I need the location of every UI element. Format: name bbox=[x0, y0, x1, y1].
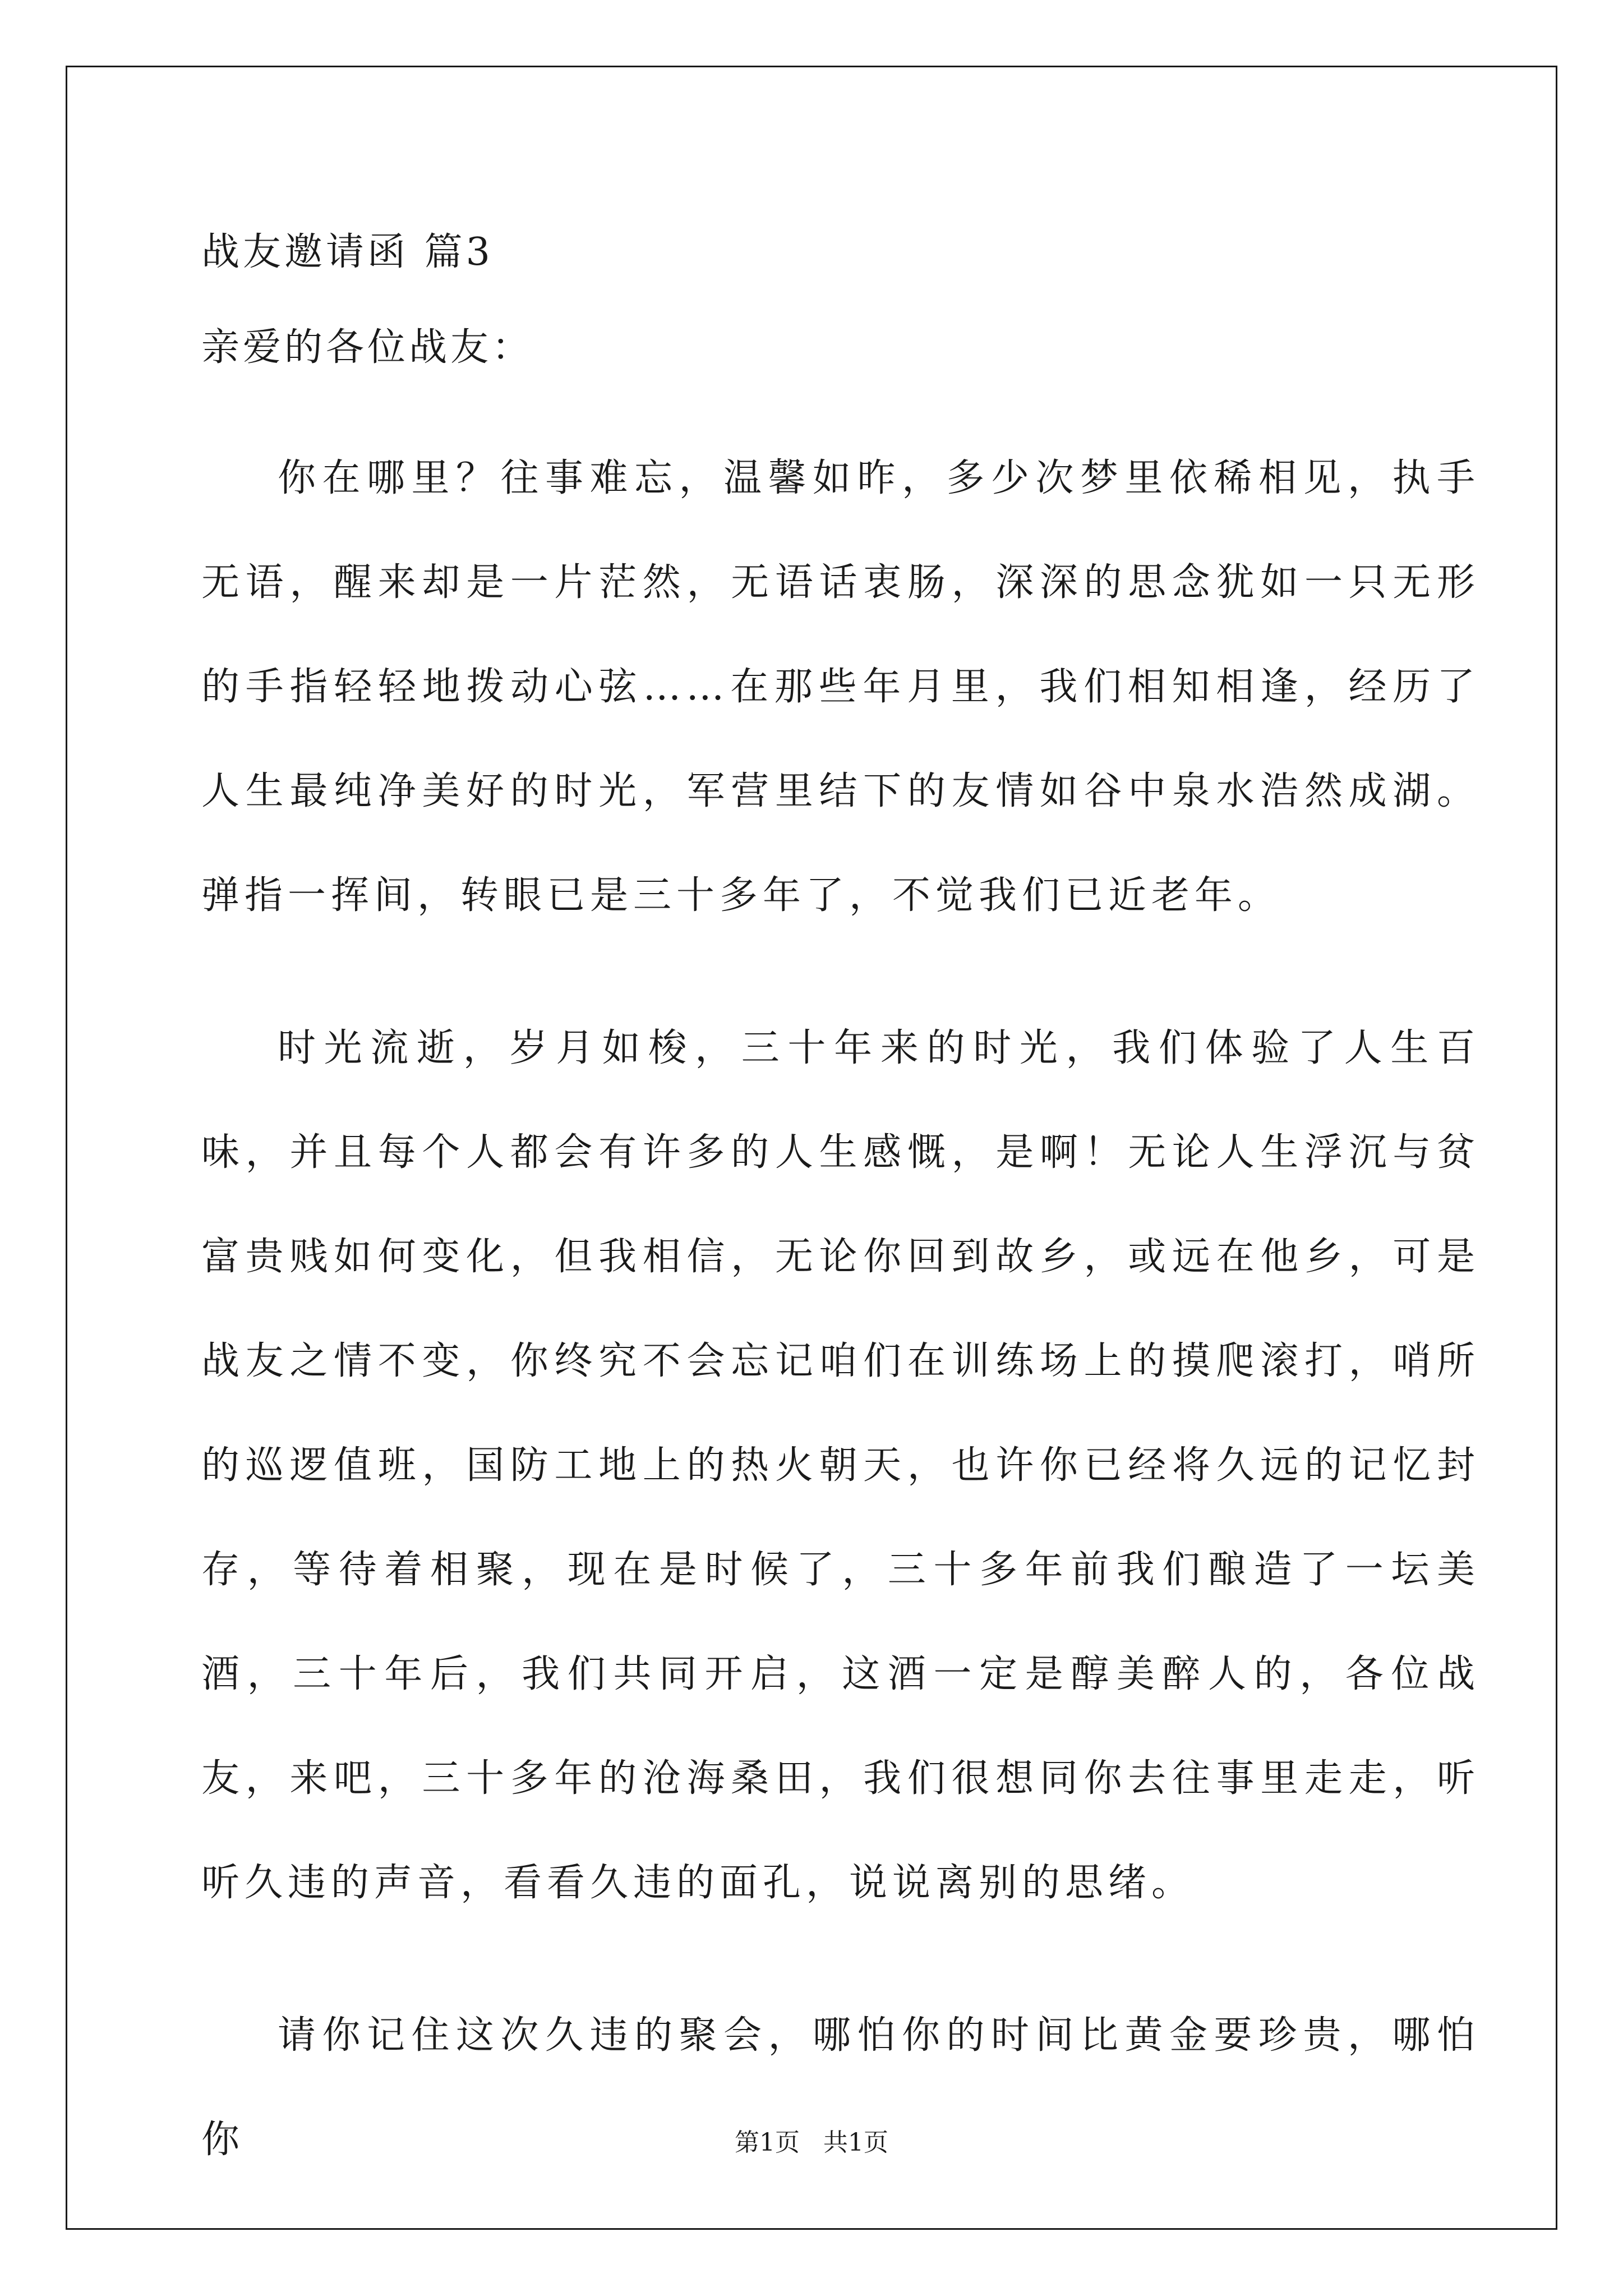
document-title: 战友邀请函 篇3 bbox=[201, 230, 494, 274]
paragraph-1: 你在哪里？往事难忘，温馨如昨，多少次梦里依稀相见，执手无语，醒来却是一片茫然，无语话衷肠，深深的思念犹如一只无形的手指轻轻地拨动心弦……在那些年月里，我们相知相逢，经历了人生最纯净美好的时光，军营里结下的友情如谷中泉水浩然成湖。弹指一挥间，转眼已是三十多年了，不觉我们已近老年。 bbox=[201, 456, 1480, 918]
page-total: 共1页 bbox=[823, 2128, 888, 2157]
paragraph-2: 时光流逝，岁月如梭，三十年来的时光，我们体验了人生百味，并且每个人都会有许多的人生感慨，是啊！无论人生浮沉与贫富贵贱如何变化，但我相信，无论你回到故乡，或远在他乡，可是战友之情不变，你终究不会忘记咱们在训练场上的摸爬滚打，哨所的巡逻值班，国防工地上的热火朝天，也许你已经将久远的记忆封存，等待着相聚，现在是时候了，三十多年前我们酿造了一坛美酒，三十年后，我们共同开启，这酒一定是醇美醉人的，各位战友，来吧，三十多年的沧海桑田，我们很想同你去往事里走走，听听久违的声音，看看久违的面孔，说说离别的思绪。 bbox=[201, 1026, 1480, 1905]
page-footer bbox=[0, 2126, 1623, 2160]
salutation: 亲爱的各位战友： bbox=[201, 325, 534, 370]
paragraph-3: 请你记住这次久违的聚会，哪怕你的时间比黄金要珍贵，哪怕你 bbox=[201, 2013, 1480, 2162]
document-body bbox=[201, 224, 1491, 2192]
page-number: 第1页 bbox=[735, 2128, 800, 2157]
